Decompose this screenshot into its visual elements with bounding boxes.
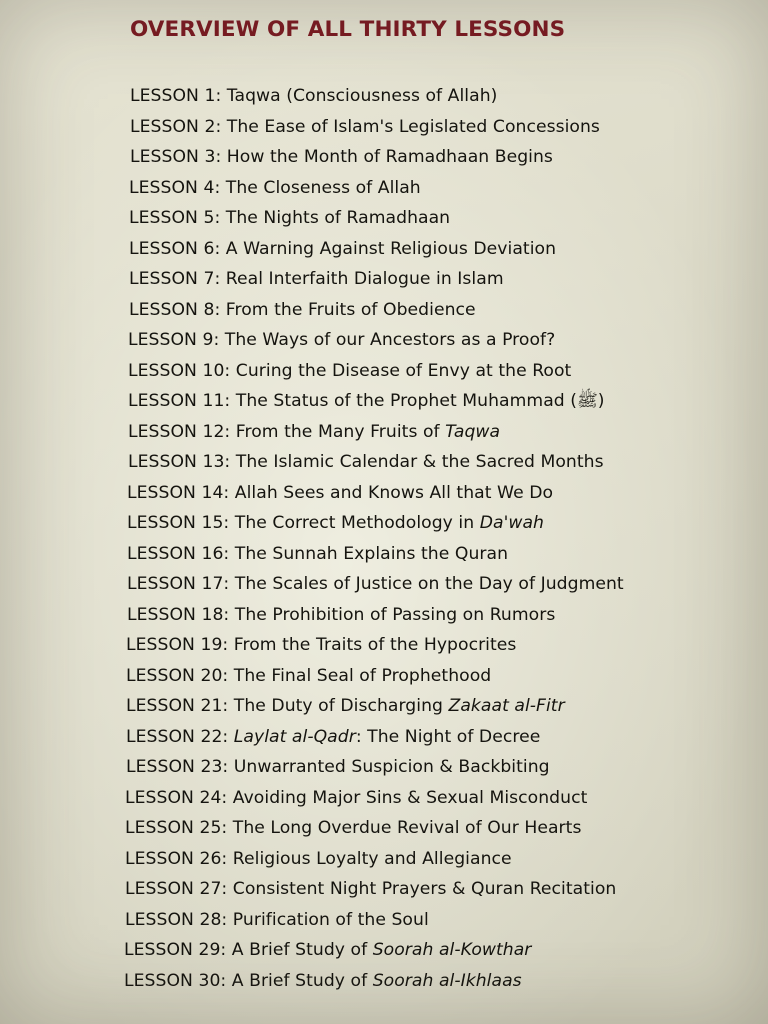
lesson-title: A Brief Study of xyxy=(226,970,373,991)
lesson-number: LESSON 20: xyxy=(126,665,229,686)
lesson-number: LESSON 19: xyxy=(126,635,229,655)
lesson-title: From the Fruits of Obedience xyxy=(220,299,476,320)
lesson-title: Curing the Disease of Envy at the Root xyxy=(230,360,572,381)
lesson-number: LESSON 17: xyxy=(127,574,230,594)
lesson-title-italic: Soorah al-Kowthar xyxy=(372,940,532,960)
lesson-number: LESSON 28: xyxy=(125,909,228,930)
lesson-title: The Correct Methodology in xyxy=(229,513,480,533)
lesson-number: LESSON 27: xyxy=(125,879,228,899)
lesson-title-italic: Da'wah xyxy=(479,513,544,533)
lesson-item xyxy=(127,605,555,625)
lesson-title: Unwarranted Suspicion & Backbiting xyxy=(228,757,550,777)
lesson-title: : The Night of Decree xyxy=(355,726,541,747)
lesson-number: LESSON 29: xyxy=(124,940,227,960)
lesson-title: The Closeness of Allah xyxy=(220,177,421,198)
lesson-title: The Islamic Calendar & the Sacred Months xyxy=(230,452,604,472)
lesson-title-italic: Laylat al-Qadr xyxy=(233,726,356,747)
lesson-title-italic: Zakaat al-Fitr xyxy=(448,696,565,716)
lesson-title: The Sunnah Explains the Quran xyxy=(229,543,509,564)
lesson-number: LESSON 23: xyxy=(126,757,229,777)
lesson-title: Taqwa (Consciousness of Allah) xyxy=(221,86,498,106)
lesson-item xyxy=(128,330,555,350)
lesson-number: LESSON 8: xyxy=(129,299,221,320)
lesson-item xyxy=(128,391,605,411)
lesson-item xyxy=(129,239,556,259)
lesson-number: LESSON 3: xyxy=(130,147,222,167)
lesson-title: The Duty of Discharging xyxy=(228,696,449,716)
lesson-title: The Prohibition of Passing on Rumors xyxy=(229,604,556,625)
lesson-item xyxy=(127,483,553,503)
lesson-title-italic: Soorah al-Ikhlaas xyxy=(372,970,522,991)
lesson-title: The Final Seal of Prophethood xyxy=(228,665,492,686)
lesson-title: From the Many Fruits of xyxy=(230,421,446,442)
lesson-number: LESSON 16: xyxy=(127,543,230,564)
lesson-item xyxy=(126,757,550,777)
lesson-item xyxy=(127,544,508,564)
lesson-item xyxy=(125,849,512,869)
lesson-item xyxy=(130,86,497,106)
lesson-title: The Scales of Justice on the Day of Judgment xyxy=(229,574,624,594)
lesson-number: LESSON 12: xyxy=(128,421,231,442)
lesson-title: Avoiding Major Sins & Sexual Misconduct xyxy=(227,787,588,808)
lesson-item xyxy=(125,879,616,899)
lesson-item xyxy=(130,147,553,167)
lesson-item xyxy=(126,727,540,747)
lesson-item xyxy=(128,422,500,442)
lesson-item xyxy=(126,666,491,686)
lesson-number: LESSON 2: xyxy=(130,116,222,137)
lesson-item xyxy=(129,300,476,320)
lesson-item xyxy=(125,910,429,930)
lesson-item xyxy=(126,635,516,655)
lesson-item xyxy=(129,269,504,289)
lesson-number: LESSON 13: xyxy=(128,452,231,472)
lesson-item xyxy=(128,452,604,472)
lesson-number: LESSON 22: xyxy=(126,726,229,747)
lesson-title: From the Traits of the Hypocrites xyxy=(228,635,517,655)
lesson-title: The Nights of Ramadhaan xyxy=(220,208,451,228)
lesson-item xyxy=(125,818,581,838)
lesson-number: LESSON 15: xyxy=(127,513,230,533)
lesson-title: The Status of the Prophet Muhammad (ﷺ) xyxy=(230,391,605,411)
lesson-item xyxy=(127,513,544,533)
lesson-title: A Warning Against Religious Deviation xyxy=(220,238,557,259)
lesson-title-italic: Taqwa xyxy=(445,421,501,442)
lesson-title: Purification of the Soul xyxy=(227,909,429,930)
lesson-title: The Long Overdue Revival of Our Hearts xyxy=(227,818,582,838)
lesson-number: LESSON 1: xyxy=(130,86,222,106)
lesson-number: LESSON 25: xyxy=(125,818,228,838)
lesson-title: How the Month of Ramadhaan Begins xyxy=(221,147,553,167)
lesson-number: LESSON 10: xyxy=(128,360,231,381)
lesson-item xyxy=(128,361,571,381)
lesson-title: The Ease of Islam's Legislated Concessions xyxy=(221,116,600,137)
lesson-item xyxy=(124,971,522,991)
lesson-title: Real Interfaith Dialogue in Islam xyxy=(220,269,504,289)
lesson-number: LESSON 9: xyxy=(128,330,220,350)
page-title: OVERVIEW OF ALL THIRTY LESSONS xyxy=(130,17,566,42)
lesson-item xyxy=(129,178,421,198)
lesson-number: LESSON 24: xyxy=(125,787,228,808)
lesson-number: LESSON 11: xyxy=(128,391,231,411)
lesson-number: LESSON 4: xyxy=(129,177,221,198)
lesson-number: LESSON 18: xyxy=(127,604,230,625)
lesson-title: The Ways of our Ancestors as a Proof? xyxy=(219,330,556,350)
lesson-title: A Brief Study of xyxy=(226,940,373,960)
lesson-title: Religious Loyalty and Allegiance xyxy=(227,848,512,869)
lesson-number: LESSON 26: xyxy=(125,848,228,869)
lesson-number: LESSON 7: xyxy=(129,269,221,289)
lesson-number: LESSON 5: xyxy=(129,208,221,228)
lesson-number: LESSON 30: xyxy=(124,970,227,991)
lesson-title: Allah Sees and Knows All that We Do xyxy=(229,482,554,503)
lesson-item xyxy=(126,696,565,716)
lesson-item xyxy=(127,574,624,594)
lesson-title: Consistent Night Prayers & Quran Recitation xyxy=(227,879,617,899)
lesson-item xyxy=(129,208,450,228)
lesson-number: LESSON 6: xyxy=(129,238,221,259)
lesson-item xyxy=(125,788,587,808)
lesson-number: LESSON 21: xyxy=(126,696,229,716)
lesson-item xyxy=(124,940,531,960)
lesson-item xyxy=(130,117,600,137)
lesson-number: LESSON 14: xyxy=(127,482,230,503)
